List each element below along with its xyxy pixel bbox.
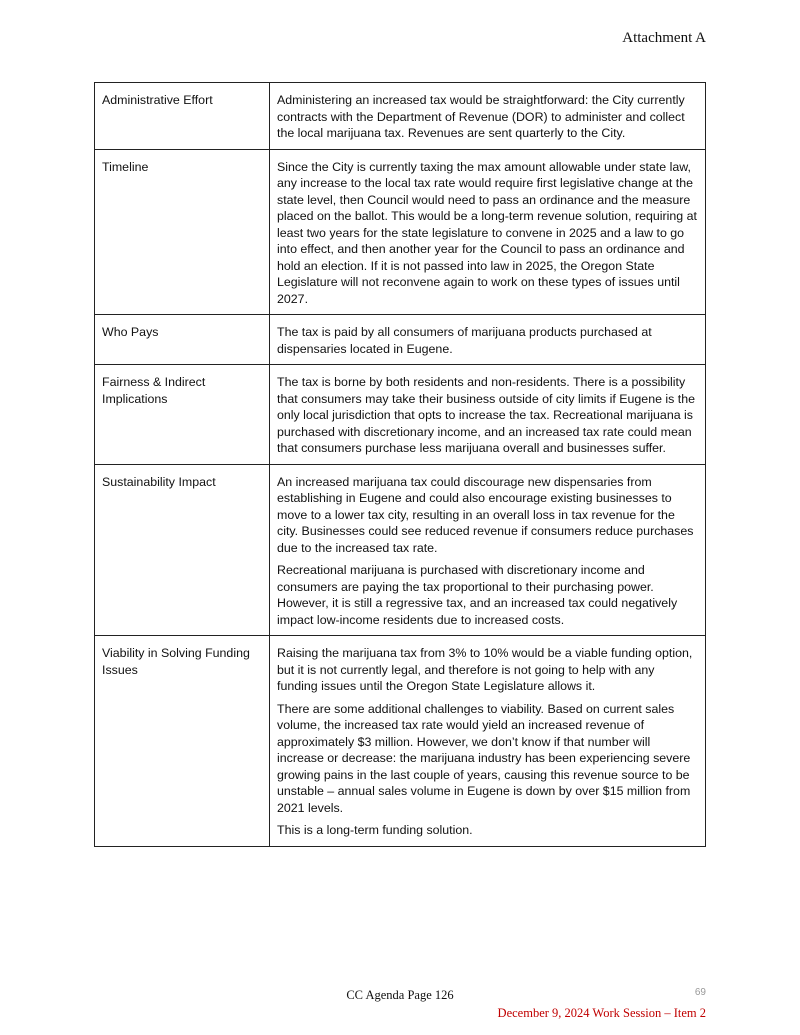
row-paragraph: There are some additional challenges to viability. Based on current sales volume, the increased tax rate would yield an increased revenue of approximately $3 million. However, we don’t know if that number will increase or decrease: the marijuana industry has been experiencing severe growing pains in the last couple of years, causing this revenue source to be unstable – annual sales volume in Eugene is down by over $15 million from 2021 levels. xyxy=(277,701,691,815)
row-paragraph: This is a long-term funding solution. xyxy=(277,823,473,837)
table-row xyxy=(95,149,706,315)
table-row xyxy=(95,365,706,465)
row-paragraph: The tax is paid by all consumers of marijuana products purchased at dispensaries located in Eugene. xyxy=(277,325,652,356)
row-label: Sustainability Impact xyxy=(95,464,270,636)
row-paragraph: An increased marijuana tax could discourage new dispensaries from establishing in Eugene and could also encourage existing businesses to move to a lower tax city, resulting in an overall loss in tax revenue for the city. Businesses could see reduced revenue if consumers reduce purchases due to the increased tax rate. xyxy=(277,474,694,555)
row-body xyxy=(270,83,706,150)
row-label: Viability in Solving Funding Issues xyxy=(95,636,270,847)
table-row xyxy=(95,83,706,150)
work-session-label: December 9, 2024 Work Session – Item 2 xyxy=(497,1006,706,1020)
row-body xyxy=(270,636,706,847)
table-row xyxy=(95,636,706,847)
row-body xyxy=(270,315,706,365)
row-body xyxy=(270,464,706,636)
row-paragraph: The tax is borne by both residents and non-residents. There is a possibility that consumers may take their business outside of city limits if Eugene is the only local jurisdiction that opts to increase the tax. Recreational marijuana is purchased with discretionary income, and an increased tax rate could mean that consumers purchase less marijuana overall and businesses suffer. xyxy=(277,375,696,455)
row-paragraph: Recreational marijuana is purchased with discretionary income and consumers are paying the tax proportional to their purchasing power. However, it is still a regressive tax, and an increased tax could negatively impact low-income residents due to increased costs. xyxy=(277,563,678,627)
table-row xyxy=(95,464,706,636)
table-row xyxy=(95,315,706,365)
row-label: Who Pays xyxy=(95,315,270,365)
row-label: Fairness & Indirect Implications xyxy=(95,365,270,465)
row-body xyxy=(270,149,706,315)
row-paragraph: Administering an increased tax would be straightforward: the City currently contracts with the Department of Revenue (DOR) to administer and collect the local marijuana tax. Revenues are sent quarterly to the City. xyxy=(277,93,685,140)
row-label: Timeline xyxy=(95,149,270,315)
row-body xyxy=(270,365,706,465)
agenda-page-label: CC Agenda Page 126 xyxy=(346,988,454,1002)
page-number: 69 xyxy=(694,987,706,998)
row-paragraph: Since the City is currently taxing the max amount allowable under state law, any increase to the local tax rate would require first legislative change at the state level, then Council would need to pass an ordinance and the measure placed on the ballot. This would be a long-term revenue solution, requiring at least two years for the state legislature to convene in 2025 and a law to go into effect, and then another year for the Council to pass an ordinance and hold an election. If it is not passed into law in 2025, the Oregon State Legislature will not reconvene again to work on these types of issues until 2027. xyxy=(277,159,697,306)
row-paragraph: Raising the marijuana tax from 3% to 10% would be a viable funding option, but it is not currently legal, and therefore is not going to help with any funding issues until the Oregon State Legislature allows it. xyxy=(277,646,693,693)
row-label: Administrative Effort xyxy=(95,83,270,150)
criteria-table xyxy=(94,82,706,847)
attachment-label: Attachment A xyxy=(622,30,706,46)
